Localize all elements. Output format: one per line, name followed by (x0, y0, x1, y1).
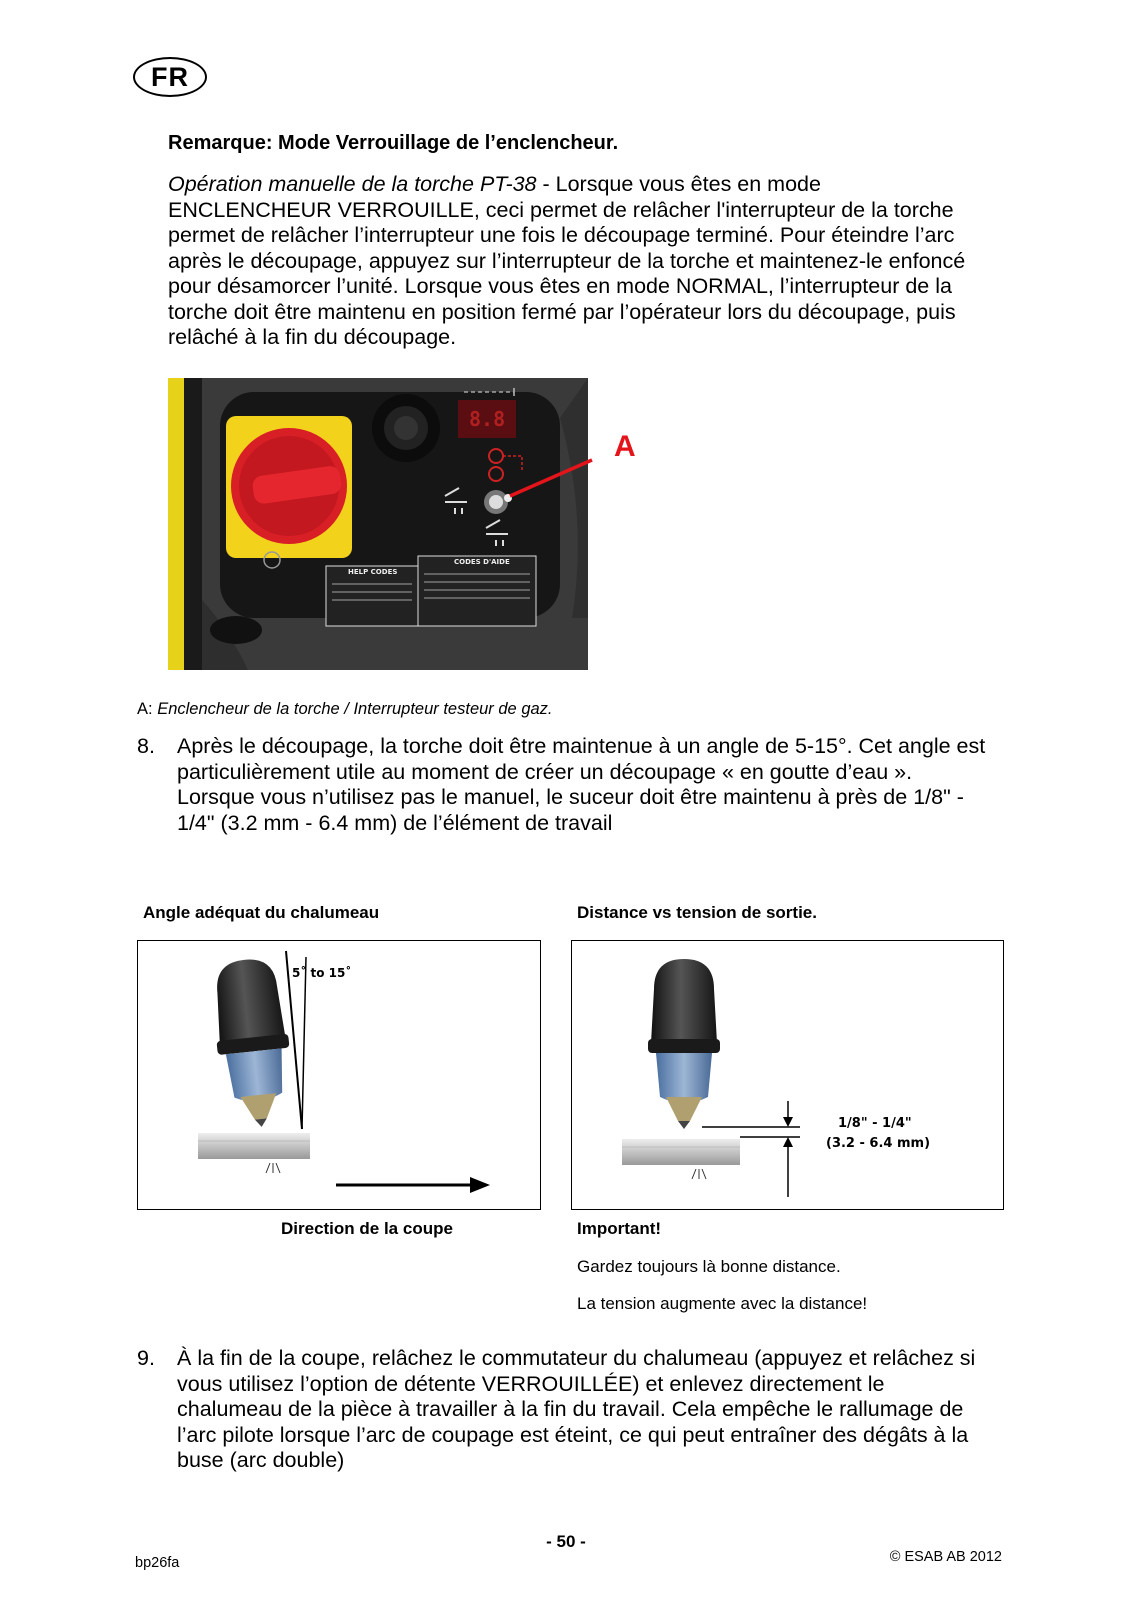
callout-label-a: A (614, 430, 636, 463)
photo-caption: A: Enclencheur de la torche / Interrupteur testeur de gaz. (137, 700, 553, 718)
angle-label: 5˚ to 15˚ (292, 966, 352, 980)
important-line-1: Gardez toujours là bonne distance. (577, 1257, 841, 1276)
distance-label-mm: (3.2 - 6.4 mm) (826, 1136, 931, 1151)
figure-1-title: Angle adéquat du chalumeau (143, 903, 380, 922)
photo-caption-letter: A (137, 700, 149, 718)
help-codes-label: HELP CODES (348, 568, 398, 576)
figure-1-caption: Direction de la coupe (281, 1219, 453, 1238)
important-line-2: La tension augmente avec la distance! (577, 1294, 868, 1313)
distance-label-inches: 1/8" - 1/4" (838, 1116, 912, 1131)
important-title: Important! (577, 1219, 662, 1238)
step-9-text: À la fin de la coupe, relâchez le commutateur du chalumeau (appuyez et relâchez si vous utilisez l’option de détente VERROUILLÉE) et enlevez directement le chalumeau de la pièce à travailler à la fin du travail. Cela empêche le rallumage de l’arc pilote lorsque l’arc de coupage est éteint, ce qui peut entraîner des dégâts à la buse (arc double) (177, 1346, 976, 1472)
step-8-text: Après le découpage, la torche doit être maintenue à un angle de 5-15°. Cet angle est particulièrement utile au moment de créer un découpage « en goutte d’eau ». Lorsque vous n’utilisez pas le manuel, le suceur doit être maintenu à près de 1/8" - 1/4" (3.2 mm - 6.4 mm) de l’élément de travail (177, 734, 986, 835)
figure-2-title: Distance vs tension de sortie. (577, 903, 817, 922)
copyright: © ESAB AB 2012 (889, 1549, 1002, 1565)
step-8 (137, 734, 997, 844)
document-code: bp26fa (135, 1555, 180, 1571)
note-paragraph (168, 172, 968, 351)
note-paragraph-body: - Lorsque vous êtes en mode ENCLENCHEUR VERROUILLE, ceci permet de relâcher l'interrupteur de la torche permet de relâcher l’interrupteur une fois le découpage terminé. Pour éteindre l’arc après le découpage, appuyez sur l’interrupteur de la torche et maintenez-le enfoncé pour désamorcer l’unité. Lorsque vous êtes en mode NORMAL, l’interrupteur de la torche doit être maintenu en position fermé par l’opérateur lors du découpage, puis relâché à la fin du découpage. (168, 172, 966, 349)
language-badge (133, 57, 207, 97)
svg-text:8.8: 8.8 (469, 407, 506, 431)
photo-caption-text: Enclencheur de la torche / Interrupteur testeur de gaz. (157, 700, 553, 718)
note-title: Remarque: Mode Verrouillage de l’enclencheur. (168, 132, 619, 154)
step-8-number: 8. (137, 734, 155, 758)
torch-angle-figure (137, 940, 541, 1210)
step-9 (137, 1346, 997, 1476)
step-9-number: 9. (137, 1346, 155, 1370)
note-paragraph-lead: Opération manuelle de la torche PT-38 (168, 172, 537, 196)
codes-aide-label: CODES D'AIDE (454, 558, 510, 566)
page-number: - 50 - (546, 1532, 586, 1551)
language-code: FR (151, 61, 189, 92)
standoff-distance-figure (571, 940, 1004, 1210)
control-panel-photo (168, 378, 604, 670)
